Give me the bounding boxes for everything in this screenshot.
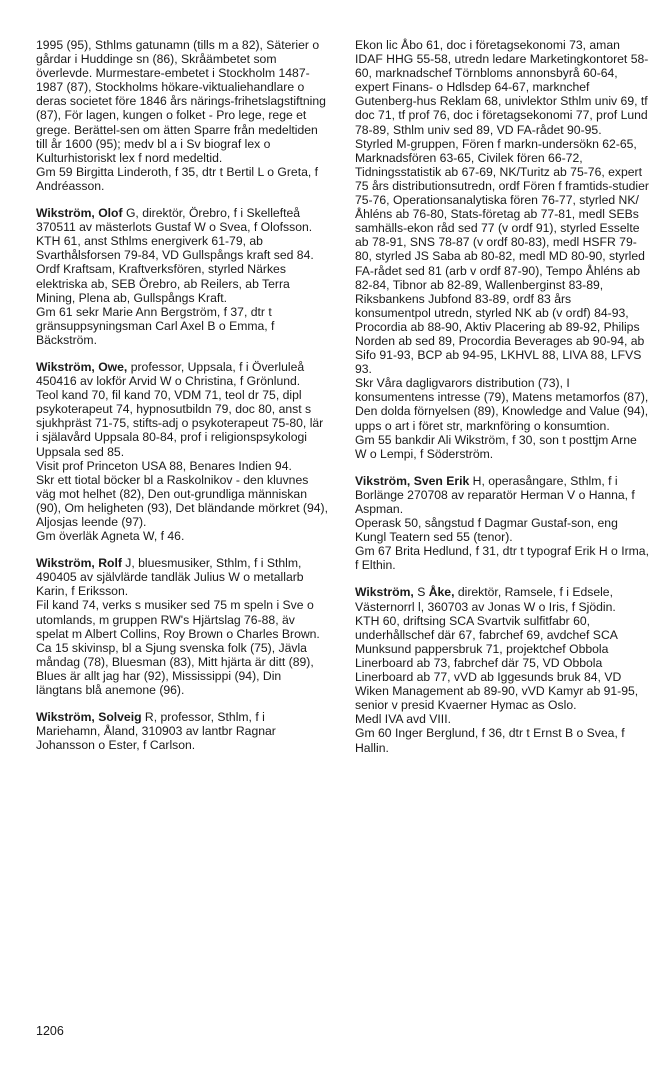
- entry-name: Wikström, Owe,: [36, 359, 128, 374]
- entry-intro-text: R, professor, Sthlm, f i Mariehamn, Åland, 310903 av lantbr Ragnar Johansson o Ester, f Carlson.: [36, 710, 276, 753]
- entry-intro: [355, 474, 649, 516]
- entry-paragraph: Gm 60 Inger Berglund, f 36, dtr t Ernst B o Svea, f Hallin.: [355, 726, 625, 755]
- entry-paragraph: Skr Våra dagligvarors distribution (73), I konsumentens intresse (79), Matens metamorfos (87), Den dolda förnyelsen (89), Knowledge and Value (94), upps o art i föret str, marknföring o konsumtion.: [355, 376, 649, 433]
- entry-paragraph: Styrled M-gruppen, Fören f markn-undersökn 62-65, Marknadsfören 63-65, Civilek fören 66-72, Tidningsstatistik ab 67-69, NK/Turitz ab 75-76, expert 75 års distributionsutredn, ordf Fören f framtids-studier 75-76, Operationsanalytiska fören 76-77, styrled NK/Åhléns ab 76-80, Stats-företag ab 77-81, medl SEBs samhälls-ekon råd sed 77 (v ordf 91), styrled Esselte ab 78-91, SNS 78-87 (v ordf 80-83), medl HSFR 79-80, styrled JS Saba ab 80-82, medl MD 80-90, styrled FA-rådet sed 81 (arb v ordf 87-90), Tempo Åhléns ab 82-84, Tibnor ab 82-89, Wallenberginst 83-89, Riksbankens Jubfond 83-89, ordf 83 års konsumentpol utredn, styrled NK ab (v ordf) 84-93, Procordia ab 88-90, Aktiv Placering ab 89-92, Philips Norden ab sed 89, Procordia Beverages ab 90-94, ab Sifo 91-93, BCP ab 94-95, LKHVL 88, LIVA 88, LFVS 93.: [355, 136, 649, 377]
- entry-paragraph: Gm 59 Birgitta Linderoth, f 35, dtr t Bertil L o Greta, f Andréasson.: [36, 164, 319, 193]
- entry-paragraph: Visit prof Princeton USA 88, Benares Indien 94.: [36, 458, 292, 473]
- entry-intro-text: professor, Uppsala, f i Överluleå 450416 av lokför Arvid W o Christina, f Grönlund.: [36, 359, 305, 389]
- left-column: [36, 38, 328, 765]
- entry-name-given: Åke,: [428, 585, 455, 600]
- entry-name: Wikström, Rolf: [36, 556, 122, 571]
- entry-initial: S: [413, 585, 429, 600]
- entry-paragraph: Gm 61 sekr Marie Ann Bergström, f 37, dtr t gränsuppsyningsman Carl Axel B o Emma, f Bäckström.: [36, 304, 275, 347]
- biography-entry-owe-wikstrom: [36, 360, 328, 543]
- entry-name: Vikström, Sven Erik: [355, 473, 470, 488]
- entry-intro: [36, 710, 328, 752]
- right-column: [355, 38, 649, 768]
- entry-intro-text: H, operasångare, Sthlm, f i Borlänge 270708 av reparatör Herman V o Hanna, f Aspman.: [355, 473, 635, 516]
- biography-entry-olof-wikstrom: [36, 206, 328, 347]
- continuation-entry: [36, 38, 328, 193]
- entry-intro: [36, 206, 328, 234]
- entry-paragraph: Teol kand 70, fil kand 70, VDM 71, teol dr 75, dipl psykoterapeut 74, hypnosutbildn 79, doc 80, anst s sjukhpräst 71-75, stifts-adj o psykoterapeut 75-80, lär i själavård Uppsala 80-84, prof i religionspsykologi Uppsala sed 85.: [36, 388, 324, 459]
- biography-entry-rolf-wikstrom: [36, 556, 328, 697]
- entry-name: Wikström,: [355, 585, 414, 600]
- continuation-entry: [355, 38, 649, 461]
- entry-paragraph: Skr ett tiotal böcker bl a Raskolnikov - den kluvnes väg mot helhet (82), Den out-grundliga människan (90), Om heligheten (93), Det bländande mörkret (94), Aljosjas leende (97).: [36, 472, 328, 529]
- entry-paragraph: Ekon lic Åbo 61, doc i företagsekonomi 73, aman IDAF HHG 55-58, utredn ledare Marketingkontoret 58-60, marknadschef Törnbloms annonsbyrå 60-64, expert Finans- o Hdlsdep 64-67, marknchef Gutenberg-hus Reklam 68, univlektor Sthlm univ 69, tf doc 71, tf prof 76, doc i företagsekonomi 77, prof Lund 78-89, Sthlm univ sed 89, VD FA-rådet 90-95.: [355, 38, 649, 137]
- entry-name: Wikström, Solveig: [36, 710, 142, 725]
- entry-intro: [355, 585, 649, 613]
- entry-paragraph: Ordf Kraftsam, Kraftverksfören, styrled Närkes elektriska ab, SEB Örebro, ab Reilers, ab Terra Mining, Plena ab, Gullspångs Kraft.: [36, 262, 290, 305]
- entry-intro: [36, 556, 328, 598]
- entry-intro: [36, 360, 328, 388]
- entry-paragraph: Operask 50, sångstud f Dagmar Gustaf-son, eng Kungl Teatern sed 55 (tenor).: [355, 516, 618, 545]
- biography-entry-ake-wikstrom: [355, 585, 649, 754]
- entry-paragraph: KTH 61, anst Sthlms energiverk 61-79, ab Svarthålsforsen 79-84, VD Gullspångs kraft sed 84.: [36, 234, 314, 263]
- entry-paragraph: Fil kand 74, verks s musiker sed 75 m speln i Sve o utomlands, m gruppen RW's Hjärtslag 76-88, äv spelat m Albert Collins, Roy Brown o Charles Brown.: [36, 598, 320, 641]
- entry-intro-text: direktör, Ramsele, f i Edsele, Västernorrl l, 360703 av Jonas W o Iris, f Sjödin.: [355, 585, 616, 614]
- entry-paragraph: 1995 (95), Sthlms gatunamn (tills m a 82), Säterier o gårdar i Huddinge sn (86), Skråämbetet som överlevde. Murmestare-embetet i Stockholm 1487-1987 (87), Stockholms hökare-viktualiehandlare o deras societet före 1846 års närings-frihetslagstiftning (87), För lagen, kungen o folket - Pro lege, rege et grege. Berättel-sen om ätten Sparre från medeltiden till år 1600 (95); medv bl a i Sv biograf lex o Kulturhistoriskt lex f nord medeltid.: [36, 38, 326, 165]
- entry-name: Wikström, Olof: [36, 206, 123, 221]
- entry-paragraph: Gm överläk Agneta W, f 46.: [36, 529, 185, 544]
- page-number: 1206: [36, 1024, 64, 1038]
- entry-paragraph: Ca 15 skivinsp, bl a Sjung svenska folk (75), Jävla måndag (78), Bluesman (83), Mitt hjärta är ditt (89), Blues är allt jag har (92), Mississippi (94), Din längtans blå anemone (96).: [36, 640, 314, 698]
- entry-intro-text: J, bluesmusiker, Sthlm, f i Sthlm, 490405 av självlärde tandläk Julius W o metallarb Karin, f Eriksson.: [36, 556, 304, 599]
- entry-paragraph: Gm 55 bankdir Ali Wikström, f 30, son t posttjm Arne W o Lempi, f Söderström.: [355, 432, 637, 461]
- biography-entry-solveig-wikstrom: [36, 710, 328, 752]
- entry-intro-text: G, direktör, Örebro, f i Skellefteå 370511 av mästerlots Gustaf W o Svea, f Olofsson.: [36, 206, 313, 235]
- biography-entry-sven-erik-vikstrom: [355, 474, 649, 573]
- entry-paragraph: Medl IVA avd VIII.: [355, 712, 451, 727]
- entry-paragraph: KTH 60, driftsing SCA Svartvik sulfitfabr 60, underhållschef där 67, fabrchef 69, avdchef SCA Munksund pappersbruk 71, projektchef Obbola Linerboard ab 73, fabrchef där 75, VD Obbola Linerboard ab 77, vVD ab Iggesunds bruk 84, VD Wiken Management ab 89-90, vVD Kamyr ab 91-95, senior v presid Kvaerner Hymac as Oslo.: [355, 613, 639, 713]
- entry-paragraph: Gm 67 Brita Hedlund, f 31, dtr t typograf Erik H o Irma, f Elthin.: [355, 544, 649, 573]
